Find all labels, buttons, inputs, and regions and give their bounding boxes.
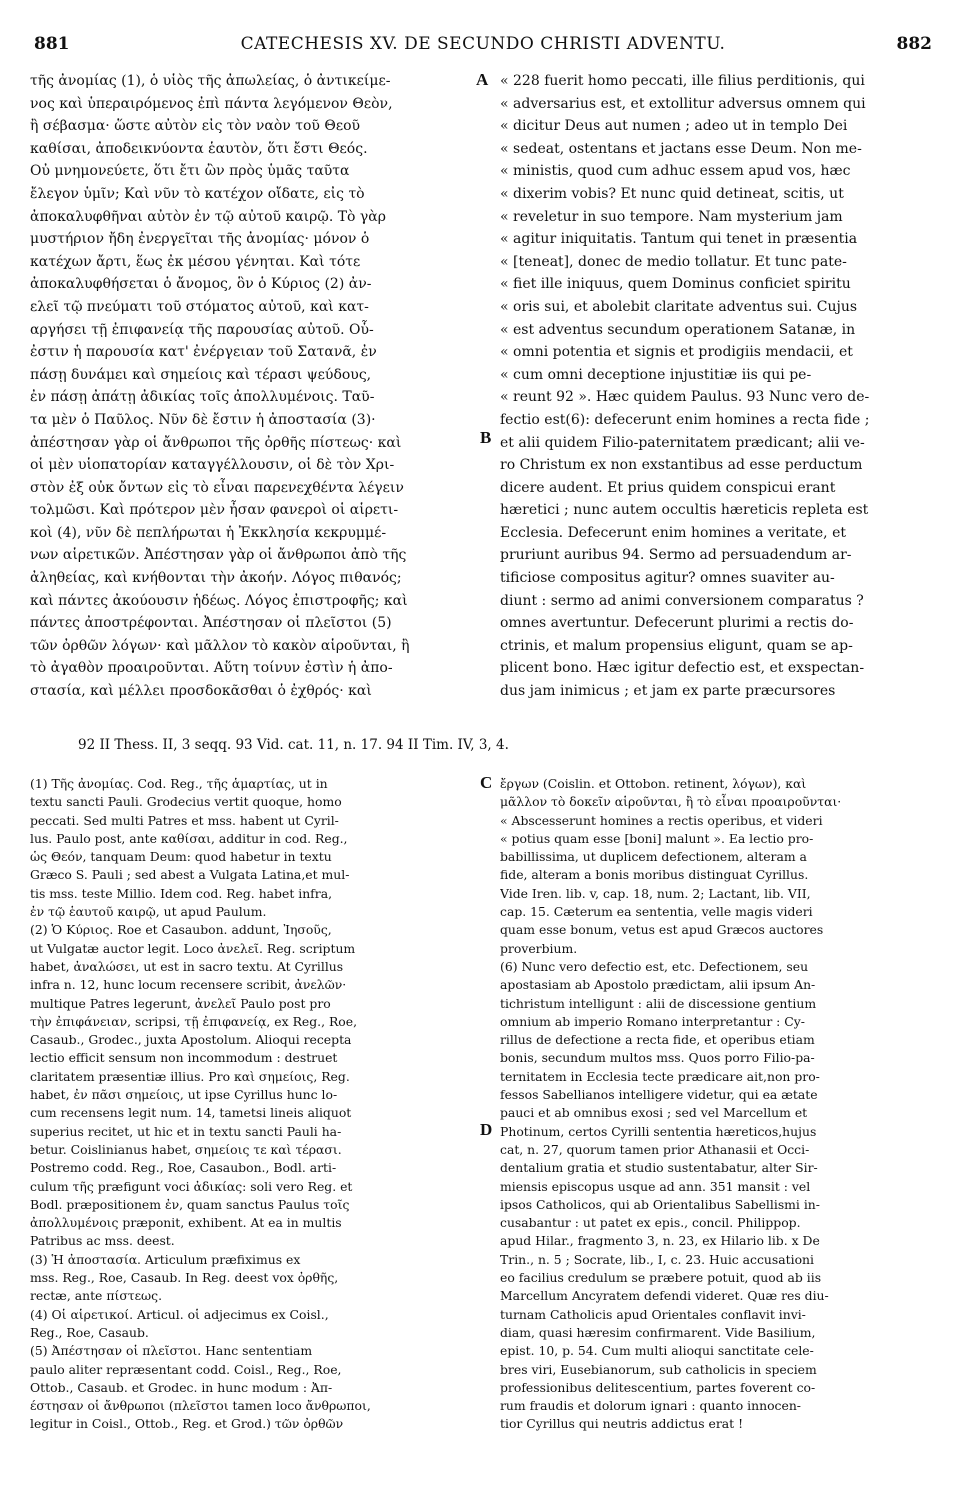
footnote-line: fessos Sabellianos intelligere videtur, qui ea ætate bbox=[500, 1087, 818, 1103]
footnote-line: tichristum intelligunt : alii de discessione gentium bbox=[500, 995, 817, 1011]
footnote-line: cusabantur : ut patet ex epis., concil. Philippop. bbox=[500, 1215, 801, 1231]
greek-text-line: ἀπέστησαν γὰρ οἱ ἄνθρωποι τῆς ὀρθῆς πίστεως· καὶ bbox=[30, 434, 402, 451]
greek-text-line: ἢ σέβασμα· ὥστε αὐτὸν εἰς τὸν ναὸν τοῦ Θεοῦ bbox=[30, 118, 361, 135]
greek-text-line: στὸν ἐξ οὐκ ὄντων εἰς τὸ εἶναι παρενεχθέντα λέγειν bbox=[30, 479, 404, 496]
greek-text-line: ἐστιν ἡ παρουσία κατ' ἐνέργειαν τοῦ Σατανᾶ, ἐν bbox=[30, 344, 377, 361]
footnote-line: babillissima, ut duplicem defectionem, alteram a bbox=[500, 849, 807, 865]
latin-text-line: « adversarius est, et extollitur adversus omnem qui bbox=[500, 95, 866, 112]
latin-text-line: omnes avertuntur. Defecerunt plurimi a rectis do- bbox=[500, 615, 854, 632]
footnotes-right-column bbox=[500, 775, 936, 1434]
greek-text-line: ἔλεγον ὑμῖν; Καὶ νῦν τὸ κατέχον οἴδατε, εἰς τὸ bbox=[30, 185, 365, 202]
greek-text-line: οἱ μὲν υἱοπατορίαν καταγγέλλουσιν, οἱ δὲ τὸν Χρι- bbox=[30, 457, 395, 474]
footnote-line: cap. 15. Cæterum ea sententia, velle magis videri bbox=[500, 904, 813, 920]
footnote-line: infra n. 12, hunc locum recensere scribit, ἀνελῶν· bbox=[30, 977, 347, 993]
footnote-line: dentalium gratia et studio sustentabatur, alter Sir- bbox=[500, 1160, 818, 1176]
latin-text-line: dus jam inimicus ; et jam ex parte præcursores bbox=[500, 683, 836, 700]
footnote-line: Græco S. Pauli ; sed abest a Vulgata Latina,et mul- bbox=[30, 867, 350, 883]
footnote-line: fide, alteram a bonis moribus distinguat Cyrillus. bbox=[500, 867, 809, 883]
footnote-line: « potius quam esse [boni] malunt ». Ea lectio pro- bbox=[500, 830, 814, 846]
latin-text-line: « fiet ille iniquus, quem Dominus conficiet spiritu bbox=[500, 276, 851, 293]
footnote-line: Photinum, certos Cyrilli sententia hæreticos,hujus bbox=[500, 1123, 817, 1139]
latin-text-line: dicere audent. Et prius quidem conspicui erant bbox=[500, 479, 836, 496]
footnote-line: ut Vulgatæ auctor legit. Loco ἀνελεῖ. Reg. scriptum bbox=[30, 940, 356, 956]
footnote-line: multique Patres legerunt, ἀνελεῖ Paulo post pro bbox=[30, 995, 331, 1011]
footnote-line: mss. Reg., Roe, Casaub. In Reg. deest vox ὀρθῆς, bbox=[30, 1270, 339, 1286]
latin-text-line: « ministis, quod cum adhuc essem apud vos, hæc bbox=[500, 163, 851, 180]
footnote-line: rillus de defectione a recta fide, et operibus etiam bbox=[500, 1032, 815, 1048]
latin-text-line: et alii quidem Filio-paternitatem prædicant; alii ve- bbox=[500, 434, 865, 451]
latin-text-line: « reunt 92 ». Hæc quidem Paulus. 93 Nunc vero de- bbox=[500, 389, 870, 406]
footnote-line: ipsos Catholicos, qui ab Orientalibus Sabellismi in- bbox=[500, 1196, 820, 1212]
footnote-line: paulo aliter repræsentant codd. Coisl., Reg., Roe, bbox=[30, 1361, 342, 1377]
margin-marker-b: B bbox=[480, 428, 492, 447]
latin-text-line: « cum omni deceptione injustitiæ iis qui pe- bbox=[500, 366, 812, 383]
footnote-line: betur. Coislinianus habet, σημείοις τε καὶ τέρασι. bbox=[30, 1141, 342, 1157]
footnote-line: epist. 10, p. 54. Cum multi alioqui sanctitate cele- bbox=[500, 1343, 814, 1359]
footnote-line: Vide Iren. lib. v, cap. 18, num. 2; Lactant, lib. VII, bbox=[500, 885, 811, 901]
greek-text-line: μυστήριον ἤδη ἐνεργεῖται τῆς ἀνομίας· μόνον ὁ bbox=[30, 231, 370, 248]
footnote-line: habet, ἐν πᾶσι σημείοις, ut ipse Cyrillus hunc lo- bbox=[30, 1087, 338, 1103]
latin-text-line: Ecclesia. Defecerunt enim homines a veritate, et bbox=[500, 524, 846, 541]
greek-text-line: αργήσει τῇ ἐπιφανείᾳ τῆς παρουσίας αὐτοῦ. Οὗ- bbox=[30, 321, 374, 338]
footnote-line: cum recensens legit num. 14, tametsi lineis aliquot bbox=[30, 1105, 352, 1121]
footnote-line: cat, n. 27, quorum tamen prior Athanasii et Occi- bbox=[500, 1141, 810, 1157]
latin-text-line: hæretici ; nunc autem occultis hæreticis repleta est bbox=[500, 502, 869, 519]
running-title: CATECHESIS XV. DE SECUNDO CHRISTI ADVENTU. bbox=[240, 34, 726, 54]
latin-text-line: « sedeat, ostentans et jactans esse Deum. Non me- bbox=[500, 140, 862, 157]
footnote-line: Reg., Roe, Casaub. bbox=[30, 1324, 149, 1340]
footnote-line: apud Hilar., fragmento 3, n. 23, ex Hilario lib. x De bbox=[500, 1233, 820, 1249]
greek-text-line: στασία, καὶ μέλλει προσδοκᾶσθαι ὁ ἐχθρός· καὶ bbox=[30, 683, 372, 700]
greek-text-line: καὶ πάντες ἀκούουσιν ἡδέως. Λόγος ἐπιστροφῆς; καὶ bbox=[30, 592, 408, 609]
footnote-line: « Abscesserunt homines a rectis operibus, et videri bbox=[500, 812, 823, 828]
greek-text-line: τολμῶσι. Καὶ πρότερον μὲν ἦσαν φανεροὶ οἱ αἱρετι- bbox=[30, 502, 399, 519]
latin-text-line: « est adventus secundum operationem Satanæ, in bbox=[500, 321, 856, 338]
greek-text-line: ἀποκαλυφθῆναι αὐτὸν ἐν τῷ αὐτοῦ καιρῷ. Τὸ γὰρ bbox=[30, 208, 386, 225]
footnote-line: professionibus delitescentium, partes foverent co- bbox=[500, 1379, 816, 1395]
footnote-line: claritatem præsentiæ illius. Pro καὶ σημείοις, Reg. bbox=[30, 1068, 350, 1084]
footnote-line: habet, ἀναλώσει, ut est in sacro textu. At Cyrillus bbox=[30, 958, 344, 974]
greek-text-line: νων αἱρετικῶν. Ἀπέστησαν γὰρ οἱ ἄνθρωποι ἀπὸ τῆς bbox=[30, 547, 407, 564]
footnote-line: legitur in Coisl., Ottob., Reg. et Grod.) τῶν ὀρθῶν bbox=[30, 1416, 344, 1432]
greek-text-line: τα μὲν ὁ Παῦλος. Νῦν δὲ ἔστιν ἡ ἀποστασία (3)· bbox=[30, 411, 376, 428]
latin-text-line: plicent bono. Hæc igitur defectio est, et exspectan- bbox=[500, 660, 865, 677]
footnote-line: τὴν ἐπιφάνειαν, scripsi, τῇ ἐπιφανείᾳ, ex Reg., Roe, bbox=[30, 1013, 358, 1029]
footnote-line: ἐν τῷ ἑαυτοῦ καιρῷ, ut apud Paulum. bbox=[30, 904, 267, 920]
page-number-right: 882 bbox=[896, 34, 932, 54]
footnote-line: Trin., n. 5 ; Socrate, lib., I, c. 23. Huic accusationi bbox=[500, 1251, 814, 1267]
footnote-line: Bodl. præpositionem ἐν, quam sanctus Paulus τοῖς bbox=[30, 1196, 350, 1212]
greek-text-line: ἀποκαλυφθήσεται ὁ ἄνομος, ὃν ὁ Κύριος (2) ἀν- bbox=[30, 276, 372, 293]
footnote-line: (1) Τῆς ἀνομίας. Cod. Reg., τῆς ἁμαρτίας, ut in bbox=[30, 776, 328, 791]
latin-text-line: ctrinis, et malum propensius eligunt, quam se ap- bbox=[500, 637, 853, 654]
footnote-line: tis mss. teste Millio. Idem cod. Reg. habet infra, bbox=[30, 885, 333, 901]
footnote-line: apostasiam ab Apostolo prædictam, alii ipsum An- bbox=[500, 977, 816, 993]
greek-text-line: κατέχων ἄρτι, ἕως ἐκ μέσου γένηται. Καὶ τότε bbox=[30, 253, 361, 270]
latin-text-line: fectio est(6): defecerunt enim homines a recta fide ; bbox=[500, 411, 870, 428]
latin-text-line: tificiose compositus agitur? omnes suaviter au- bbox=[500, 570, 835, 587]
footnote-line: μᾶλλον τὸ δοκεῖν αἱροῦνται, ἢ τὸ εἶναι προαιροῦνται· bbox=[500, 794, 842, 810]
latin-text-line: « dixerim vobis? Et nunc quid detineat, scitis, ut bbox=[500, 185, 844, 202]
greek-text-line: πάσῃ δυνάμει καὶ σημείοις καὶ τέρασι ψεύδους, bbox=[30, 366, 372, 383]
footnote-line: έστησαν οἱ ἄνθρωποι (πλεῖστοι tamen loco ἄνθρωποι, bbox=[30, 1398, 371, 1414]
page-number-left: 881 bbox=[34, 34, 70, 54]
latin-text-line: « agitur iniquitatis. Tantum qui tenet in præsentia bbox=[500, 231, 858, 248]
margin-marker-a: A bbox=[476, 70, 489, 89]
footnote-line: tior Cyrillus qui neutris addictus erat ! bbox=[500, 1416, 744, 1432]
latin-text-line: « dicitur Deus aut numen ; adeo ut in templo Dei bbox=[500, 118, 848, 135]
footnote-line: (6) Nunc vero defectio est, etc. Defectionem, seu bbox=[500, 958, 809, 974]
footnote-line: rectæ, ante πίστεως. bbox=[30, 1288, 163, 1304]
footnote-line: textu sancti Pauli. Grodecius vertit quoque, homo bbox=[30, 794, 342, 810]
footnote-line: ternitatem in Ecclesia tecte prædicare ait,non pro- bbox=[500, 1068, 820, 1084]
greek-text-line: ελεῖ τῷ πνεύματι τοῦ στόματος αὐτοῦ, καὶ κατ- bbox=[30, 298, 369, 315]
greek-text-line: τὸ ἀγαθὸν προαιροῦνται. Αὕτη τοίνυν ἐστὶν ἡ ἀπο- bbox=[30, 660, 393, 677]
footnote-line: Postremo codd. Reg., Roe, Casaubon., Bodl. arti- bbox=[30, 1160, 337, 1176]
latin-text-line: ro Christum ex non exstantibus ad esse perductum bbox=[500, 457, 863, 474]
latin-text-line: diunt : sermo ad animi conversionem comparatus ? bbox=[500, 592, 864, 609]
latin-text-line: pruriunt auribus 94. Sermo ad persuadendum ar- bbox=[500, 547, 852, 564]
footnote-line: turnam Catholicis apud Orientales conflavit invi- bbox=[500, 1306, 806, 1322]
footnote-line: ἀπολλυμένοις præponit, exhibent. At ea in multis bbox=[30, 1215, 342, 1231]
latin-text-column bbox=[500, 70, 936, 703]
margin-marker-c: C bbox=[480, 773, 493, 792]
footnote-line: diam, quasi hæresim confirmarent. Vide Basilium, bbox=[500, 1324, 816, 1340]
footnote-line: Marcellum Ancyratem defendi videret. Quæ res diu- bbox=[500, 1288, 829, 1304]
latin-text-line: « oris sui, et abolebit claritate adventus sui. Cujus bbox=[500, 298, 858, 315]
latin-text-line: « omni potentia et signis et prodigiis mendacii, et bbox=[500, 344, 853, 361]
footnote-line: (5) Ἀπέστησαν οἱ πλεῖστοι. Hanc sententiam bbox=[30, 1343, 313, 1359]
footnote-line: bres viri, Eusebianorum, sub catholicis in speciem bbox=[500, 1361, 817, 1377]
footnote-line: Patribus ac mss. deest. bbox=[30, 1233, 175, 1249]
footnote-line: rum fraudis et dolorum ignari : quanto innocen- bbox=[500, 1398, 801, 1414]
footnote-line: eo facilius credulum se præbere potuit, quod ab iis bbox=[500, 1270, 822, 1286]
footnote-line: pauci et ab omnibus exosi ; sed vel Marcellum et bbox=[500, 1105, 808, 1121]
footnote-line: quam esse bonum, vetus est apud Græcos auctores bbox=[500, 922, 824, 938]
scripture-references: 92 II Thess. II, 3 seqq. 93 Vid. cat. 11, n. 17. 94 II Tim. IV, 3, 4. bbox=[78, 737, 509, 753]
footnote-line: lectio efficit sensum non incommodum : destruet bbox=[30, 1050, 338, 1066]
footnote-line: proverbium. bbox=[500, 940, 578, 956]
greek-text-line: τῶν ὀρθῶν λόγων· καὶ μᾶλλον τὸ κακὸν αἱροῦνται, ἢ bbox=[30, 637, 410, 654]
footnote-line: ὡς Θεόν, tanquam Deum: quod habetur in textu bbox=[30, 849, 332, 865]
latin-text-line: « [teneat], donec de medio tollatur. Et tunc pate- bbox=[500, 253, 847, 270]
footnote-line: superius recitet, ut hic et in textu sancti Pauli ha- bbox=[30, 1123, 342, 1139]
footnote-line: peccati. Sed multi Patres et mss. habent ut Cyril- bbox=[30, 812, 339, 828]
greek-text-line: ἐν πάσῃ ἀπάτῃ ἀδικίας τοῖς ἀπολλυμένοις. Ταῦ- bbox=[30, 389, 375, 406]
greek-text-line: ἀληθείας, καὶ κνήθονται τὴν ἀκοήν. Λόγος πιθανός; bbox=[30, 570, 402, 587]
greek-text-line: καθίσαι, ἀποδεικνύοντα ἑαυτὸν, ὅτι ἔστι Θεός. bbox=[30, 140, 368, 157]
footnote-line: ἔργων (Coislin. et Ottobon. retinent, λόγων), καὶ bbox=[500, 776, 807, 791]
footnote-line: Ottob., Casaub. et Grodec. in hunc modum : Ἀπ- bbox=[30, 1379, 333, 1395]
footnote-line: bonis, secundum multos mss. Quos porro Filio-pa- bbox=[500, 1050, 815, 1066]
footnote-line: (3) Ἡ ἀποστασία. Articulum præfiximus ex bbox=[30, 1251, 301, 1267]
footnote-line: lus. Paulo post, ante καθίσαι, additur in cod. Reg., bbox=[30, 830, 348, 846]
latin-text-line: « 228 fuerit homo peccati, ille filius perditionis, qui bbox=[500, 73, 865, 89]
latin-text-line: « reveletur in suo tempore. Nam mysterium jam bbox=[500, 208, 843, 225]
greek-text-line: πάντες ἀποστρέφονται. Ἀπέστησαν οἱ πλεῖστοι (5) bbox=[30, 615, 392, 632]
margin-marker-d: D bbox=[480, 1120, 493, 1139]
greek-text-line: Οὐ μνημονεύετε, ὅτι ἔτι ὢν πρὸς ὑμᾶς ταῦτα bbox=[30, 163, 350, 180]
footnote-line: Casaub., Grodec., juxta Apostolum. Alioqui recepta bbox=[30, 1032, 352, 1048]
footnote-line: (4) Οἱ αἱρετικοί. Articul. οἱ adjecimus ex Coisl., bbox=[30, 1306, 329, 1322]
greek-text-line: τῆς ἀνομίας (1), ὁ υἱὸς τῆς ἀπωλείας, ὁ ἀντικείμε- bbox=[30, 73, 391, 89]
footnote-line: omnium ab imperio Romano interpretantur : Cy- bbox=[500, 1013, 805, 1029]
greek-text-column bbox=[30, 70, 475, 703]
footnote-line: (2) Ὁ Κύριος. Roe et Casaubon. addunt, Ἰησοῦς, bbox=[30, 922, 332, 938]
page-header bbox=[34, 34, 932, 64]
footnotes-left-column bbox=[30, 775, 475, 1434]
footnote-line: culum τῆς præfigunt voci ἀδικίας: soli vero Reg. et bbox=[30, 1178, 353, 1194]
greek-text-line: κοὶ (4), νῦν δὲ πεπλήρωται ἡ Ἐκκλησία κεκρυμμέ- bbox=[30, 524, 387, 541]
footnote-line: miensis episcopus usque ad ann. 351 mansit : vel bbox=[500, 1178, 811, 1194]
greek-text-line: νος καὶ ὑπεραιρόμενος ἐπὶ πάντα λεγόμενον Θεὸν, bbox=[30, 95, 393, 112]
